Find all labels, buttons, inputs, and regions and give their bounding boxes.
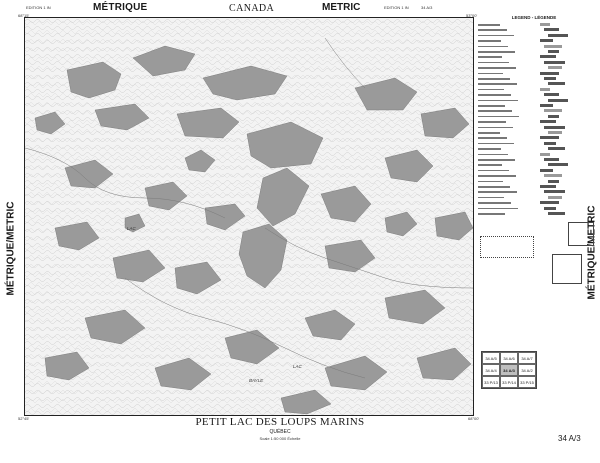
sheet-index-cell: 34 A/4 [482, 364, 500, 376]
legend-row [478, 175, 590, 178]
edition-left: EDITION 1 IN [26, 5, 51, 10]
legend-row [478, 100, 590, 103]
legend-row [478, 191, 590, 194]
legend-row [478, 164, 590, 167]
legend-row [478, 154, 590, 157]
legend-row [478, 143, 590, 146]
lake-label-3: BAYLE [249, 378, 264, 383]
legend-row [478, 56, 590, 59]
legend-row [478, 73, 590, 76]
legend-row [478, 137, 590, 140]
legend-row [478, 94, 590, 97]
sheet-index-cell: 33 P/14 [500, 376, 518, 388]
legend-row [478, 110, 590, 113]
legend-row [478, 159, 590, 162]
sheet-index-cell: 34 A/7 [518, 352, 536, 364]
legend-row [478, 105, 590, 108]
legend-title: LEGEND - LÉGENDE [511, 15, 557, 20]
legend-row [478, 213, 590, 216]
coord-sw-lat: 52°45' [18, 416, 30, 421]
legend-row [478, 51, 590, 54]
side-label-left: MÉTRIQUE/METRIC [5, 201, 17, 296]
legend-row [478, 170, 590, 173]
legend-panel [478, 15, 590, 220]
map-scale: Scale 1:50 000 Échelle [259, 436, 301, 441]
edition-right: EDITION 1 IN [384, 5, 409, 10]
sheet-index-cell: 34 A/3 [500, 364, 518, 376]
metrique-label: MÉTRIQUE [93, 2, 148, 13]
sheet-index-cell: 34 A/5 [482, 352, 500, 364]
lake-label-2: LAC [293, 364, 302, 369]
legend-row [478, 35, 590, 38]
legend-row [478, 67, 590, 70]
legend-row [478, 132, 590, 135]
legend-row [478, 62, 590, 65]
legend-row [478, 181, 590, 184]
sheet-index-cell: 33 P/13 [482, 376, 500, 388]
legend-row [478, 83, 590, 86]
legend-row [478, 202, 590, 205]
legend-row [478, 186, 590, 189]
topographic-map[interactable] [24, 17, 474, 416]
grid-reference-diagram [552, 254, 582, 284]
notes-box [480, 236, 534, 258]
sheet-index-cell: 33 P/15 [518, 376, 536, 388]
coord-ne-lat: 53°00' [466, 13, 478, 18]
sheet-index-cell: 34 A/2 [518, 364, 536, 376]
sheet-number: 34 A/3 [558, 434, 581, 443]
edition-right-code: 34 A/3 [421, 5, 433, 10]
map-canvas [25, 18, 473, 415]
legend-row [478, 24, 590, 27]
legend-row [478, 197, 590, 200]
legend-row [478, 29, 590, 32]
side-label-right: MÉTRIQUE/METRIC [586, 205, 598, 300]
legend-row [478, 121, 590, 124]
legend-row [478, 208, 590, 211]
legend-row [478, 116, 590, 119]
map-title: PETIT LAC DES LOUPS MARINS [195, 416, 365, 428]
canada-label: CANADA [229, 3, 275, 14]
title-block [160, 416, 400, 441]
sheet-index-cell: 34 A/6 [500, 352, 518, 364]
legend-row [478, 40, 590, 43]
legend-row [478, 127, 590, 130]
legend-row [478, 148, 590, 151]
declination-diagram [568, 222, 594, 246]
legend-row [478, 46, 590, 49]
coord-nw-lon: 68°15' [18, 13, 30, 18]
coord-se-lon: 68°00' [468, 416, 480, 421]
metric-label: METRIC [322, 2, 361, 13]
legend-row [478, 78, 590, 81]
map-province: QUÉBEC [269, 429, 291, 435]
legend-row [478, 89, 590, 92]
sheet-index [481, 351, 537, 389]
lake-label-1: LAC [127, 226, 136, 231]
